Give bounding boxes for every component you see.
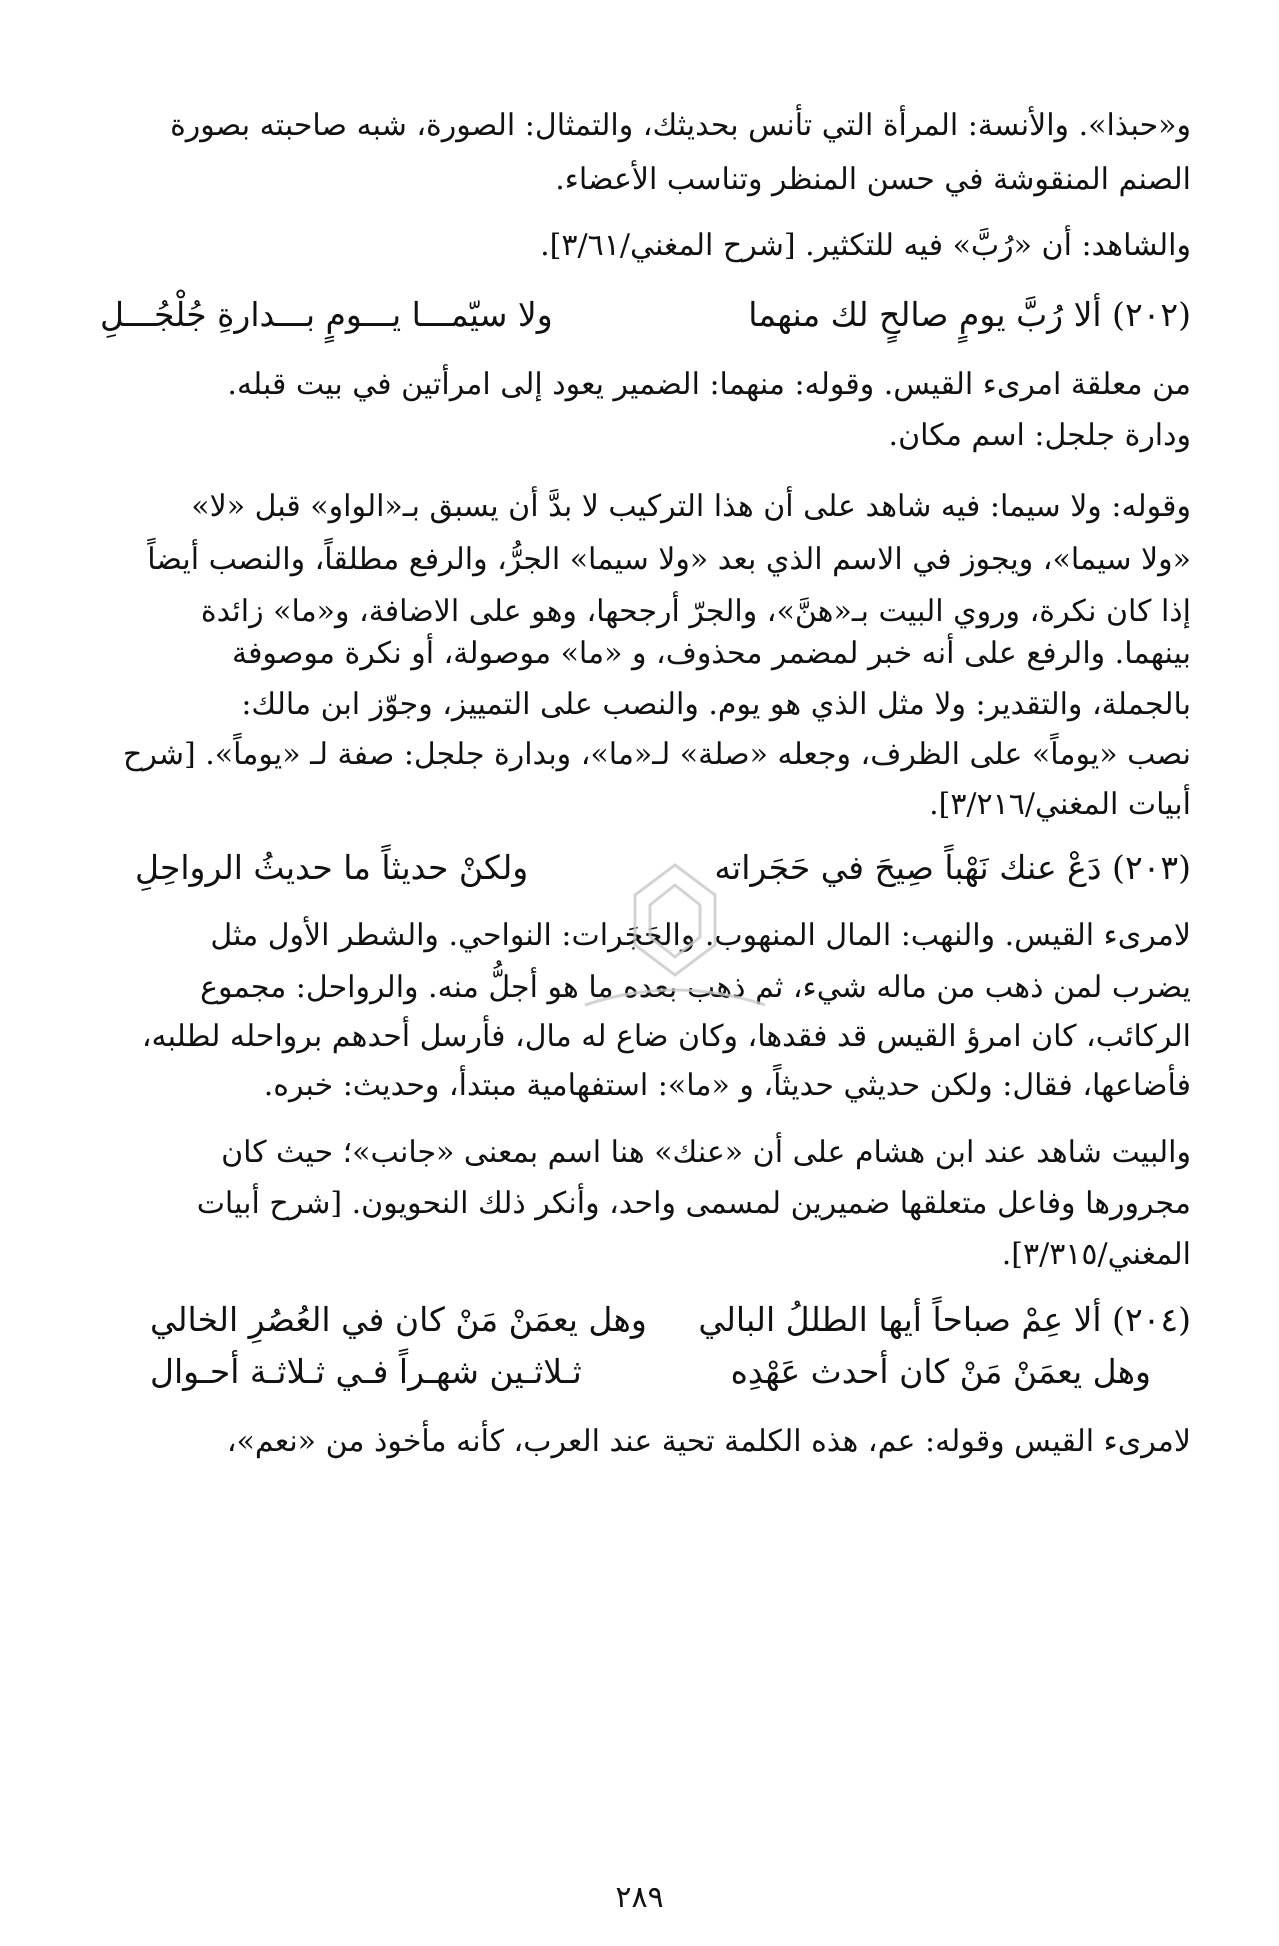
paragraph-line: من معلقة امرىء القيس. وقوله: منهما: الضمير يعود إلى امرأتين في بيت قبله.: [227, 367, 1191, 402]
verse-203-second-hemistich: ولكنْ حديثاً ما حديثُ الرواحِلِ: [135, 848, 529, 887]
paragraph-line: لامرىء القيس. والنهب: المال المنهوب. والحَجَرات: النواحي. والشطر الأول مثل: [210, 918, 1191, 953]
verse-204-line2-first-hemistich: وهل يعمَنْ مَنْ كان أحدث عَهْدِه: [730, 1352, 1151, 1391]
library-seal-watermark: [565, 855, 785, 1055]
verse-203-first-hemistich: (٢٠٣) دَعْ عنك نَهْباً صِيحَ في حَجَراته: [714, 848, 1191, 887]
verse-202-second-hemistich: ولا سيّمـــا يـــومٍ بـــدارةِ جُلْجُـــلِ: [100, 295, 553, 334]
paragraph-line: أبيات المغني/٣/٢١٦].: [929, 787, 1191, 822]
verse-204-line1-second-hemistich: وهل يعمَنْ مَنْ كان في العُصُرِ الخالي: [150, 1300, 647, 1339]
page-number: ٢٨٩: [615, 1880, 664, 1915]
paragraph-line: المغني/٣/٣١٥].: [1001, 1237, 1191, 1272]
paragraph-line: فأضاعها، فقال: ولكن حديثي حديثاً، و «ما»: استفهامية مبتدأ، وحديث: خبره.: [263, 1068, 1191, 1103]
paragraph-line: بينهما. والرفع على أنه خبر لمضمر محذوف، و «ما» موصولة، أو نكرة موصوفة: [232, 636, 1191, 671]
paragraph-line: بالجملة، والتقدير: ولا مثل الذي هو يوم. والنصب على التمييز، وجوّز ابن مالك:: [241, 687, 1191, 722]
verse-204-line2-second-hemistich: ثـلاثـين شهـراً فـي ثـلاثـة أحـوال: [150, 1352, 582, 1391]
paragraph-line: «ولا سيما»، ويجوز في الاسم الذي بعد «ولا سيما» الجرُّ، والرفع مطلقاً، والنصب أيضاً: [147, 542, 1191, 577]
paragraph-line: ودارة جلجل: اسم مكان.: [888, 418, 1191, 453]
paragraph-line: إذا كان نكرة، وروي البيت بـ«هنَّ»، والجرّ أرجحها، وهو على الاضافة، و«ما» زائدة: [200, 594, 1191, 629]
paragraph-line: والشاهد: أن «رُبَّ» فيه للتكثير. [شرح المغني/٣/٦١].: [540, 228, 1191, 263]
paragraph-line: وقوله: ولا سيما: فيه شاهد على أن هذا التركيب لا بدَّ أن يسبق بـ«الواو» قبل «لا»: [191, 489, 1191, 524]
verse-202-first-hemistich: (٢٠٢) ألا رُبَّ يومٍ صالحٍ لك منهما: [748, 295, 1191, 334]
paragraph-line: لامرىء القيس وقوله: عم، هذه الكلمة تحية عند العرب، كأنه مأخوذ من «نعم»،: [226, 1424, 1191, 1459]
paragraph-line: مجرورها وفاعل متعلقها ضميرين لمسمى واحد، وأنكر ذلك النحويون. [شرح أبيات: [196, 1186, 1191, 1221]
verse-204-line1-first-hemistich: (٢٠٤) ألا عِمْ صباحاً أيها الطللُ البالي: [698, 1300, 1191, 1339]
paragraph-line: و«حبذا». والأنسة: المرأة التي تأنس بحديثك، والتمثال: الصورة، شبه صاحبته بصورة: [170, 108, 1191, 143]
paragraph-line: الركائب، كان امرؤ القيس قد فقدها، وكان ضاع له مال، فأرسل أحدهم برواحله لطلبه،: [141, 1019, 1191, 1054]
paragraph-line: يضرب لمن ذهب من ماله شيء، ثم ذهب بعده ما هو أجلُّ منه. والرواحل: مجموع: [200, 970, 1191, 1005]
paragraph-line: نصب «يوماً» على الظرف، وجعله «صلة» لـ«ما»، وبدارة جلجل: صفة لـ «يوماً». [شرح: [122, 737, 1191, 772]
paragraph-line: والبيت شاهد عند ابن هشام على أن «عنك» هنا اسم بمعنى «جانب»؛ حيث كان: [221, 1135, 1191, 1170]
paragraph-line: الصنم المنقوشة في حسن المنظر وتناسب الأعضاء.: [555, 162, 1191, 197]
